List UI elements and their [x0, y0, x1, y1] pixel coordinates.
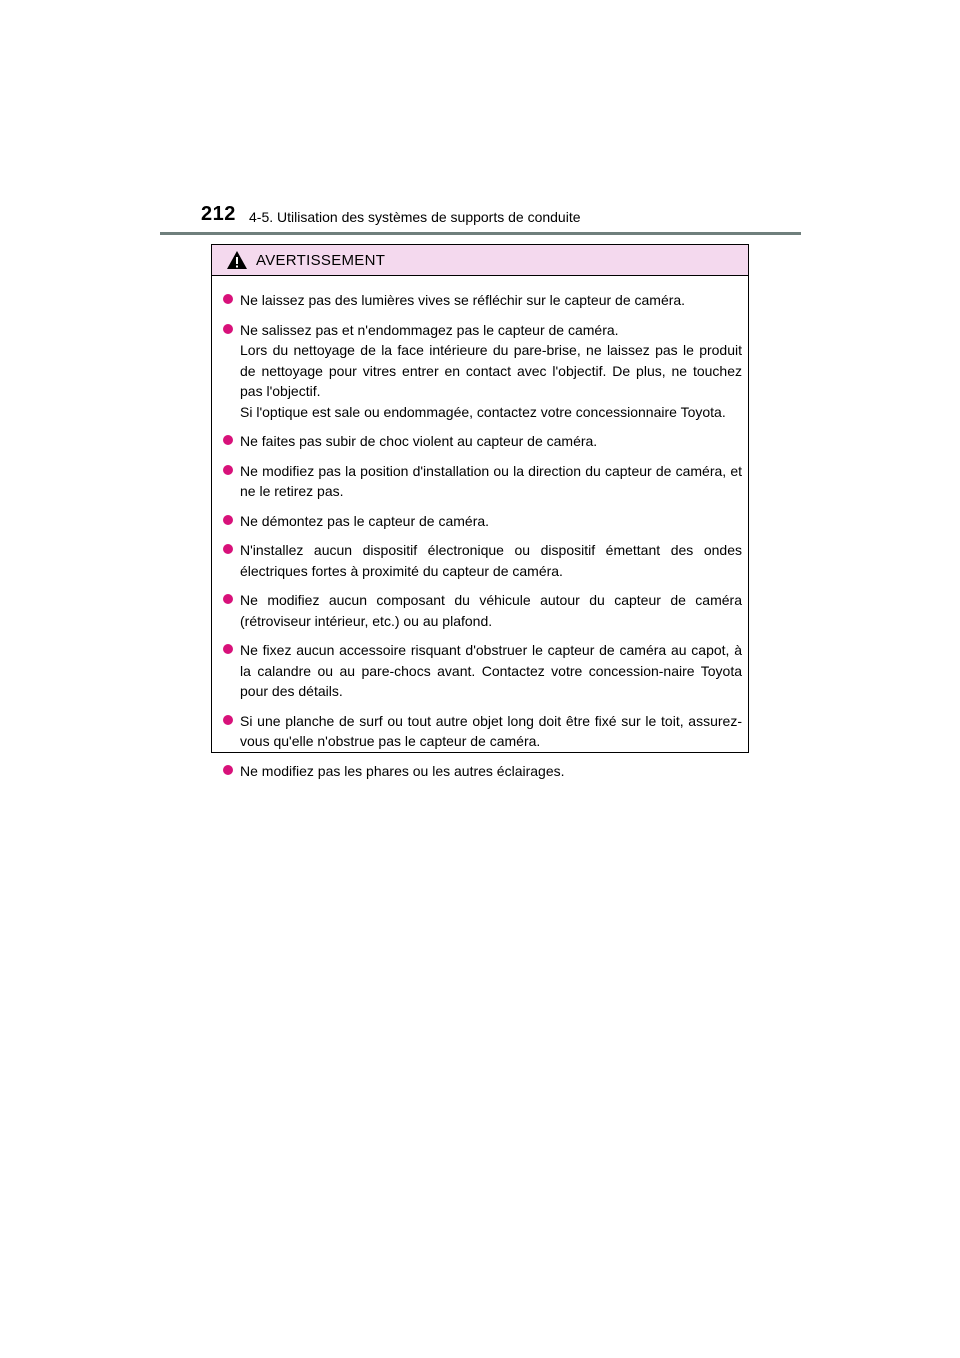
warning-item-text: Ne modifiez aucun composant du véhicule autour du capteur de caméra (rétroviseur intérieur, etc.) ou au plafond. — [240, 592, 742, 629]
warning-item-body — [240, 540, 742, 581]
bullet-icon — [223, 324, 233, 334]
warning-item — [223, 320, 742, 423]
section-title: 4-5. Utilisation des systèmes de supports de conduite — [249, 209, 581, 225]
warning-item-body — [240, 590, 742, 631]
warning-item-text: Ne modifiez pas la position d'installation ou la direction du capteur de caméra, et ne le retirez pas. — [240, 462, 742, 499]
warning-item-text: Ne modifiez pas les phares ou les autres éclairages. — [240, 762, 565, 779]
header-rule — [160, 232, 801, 235]
warning-item-body — [240, 431, 742, 452]
bullet-icon — [223, 765, 233, 775]
warning-list — [212, 276, 748, 781]
warning-item-text: Ne faites pas subir de choc violent au capteur de caméra. — [240, 433, 598, 449]
bullet-icon — [223, 544, 233, 554]
bullet-icon — [223, 594, 233, 604]
warning-item — [223, 511, 742, 532]
warning-item-text: Ne fixez aucun accessoire risquant d'obstruer le capteur de caméra au capot, à la calandre ou au pare-chocs avant. Contactez votre concession-naire Toyota pour des détails. — [240, 642, 742, 699]
warning-item-body — [240, 290, 742, 311]
page-number: 212 — [201, 203, 236, 225]
warning-item-text: Ne laissez pas des lumières vives se réfléchir sur le capteur de caméra. — [240, 292, 686, 308]
warning-title: AVERTISSEMENT — [256, 251, 386, 269]
warning-item-text: Lors du nettoyage de la face intérieure du pare-brise, ne laissez pas le produit de nettoyage pour vitres entrer en contact avec l'objectif. De plus, ne touchez pas l'objectif. — [240, 342, 742, 399]
warning-item-body — [240, 461, 742, 502]
warning-item — [223, 761, 742, 782]
warning-item — [223, 290, 742, 311]
warning-item-body — [240, 320, 742, 423]
warning-item — [223, 431, 742, 452]
warning-item-body — [240, 711, 742, 752]
bullet-icon — [223, 644, 233, 654]
bullet-icon — [223, 294, 233, 304]
warning-item — [223, 540, 742, 581]
warning-item — [223, 711, 742, 752]
warning-item-text: Si l'optique est sale ou endommagée, contactez votre concessionnaire Toyota. — [240, 403, 726, 420]
warning-item-body — [240, 511, 742, 532]
bullet-icon — [223, 465, 233, 475]
warning-item-text: Si une planche de surf ou tout autre objet long doit être fixé sur le toit, assurez-vous qu'elle n'obstrue pas le capteur de caméra. — [240, 712, 742, 749]
warning-item — [223, 640, 742, 702]
warning-item — [223, 461, 742, 502]
warning-item-text: Ne salissez pas et n'endommagez pas le capteur de caméra. — [240, 321, 619, 338]
warning-box — [211, 244, 749, 779]
bullet-icon — [223, 515, 233, 525]
warning-triangle-icon — [226, 250, 248, 270]
bullet-icon — [223, 435, 233, 445]
bullet-icon — [223, 715, 233, 725]
warning-item-text: Ne démontez pas le capteur de caméra. — [240, 512, 490, 529]
warning-item — [223, 590, 742, 631]
warning-header — [212, 245, 748, 276]
warning-item-text: N'installez aucun dispositif électronique ou dispositif émettant des ondes électriques fortes à proximité du capteur de caméra. — [240, 542, 742, 579]
warning-item-body — [240, 640, 742, 702]
warning-item-body — [240, 761, 742, 782]
